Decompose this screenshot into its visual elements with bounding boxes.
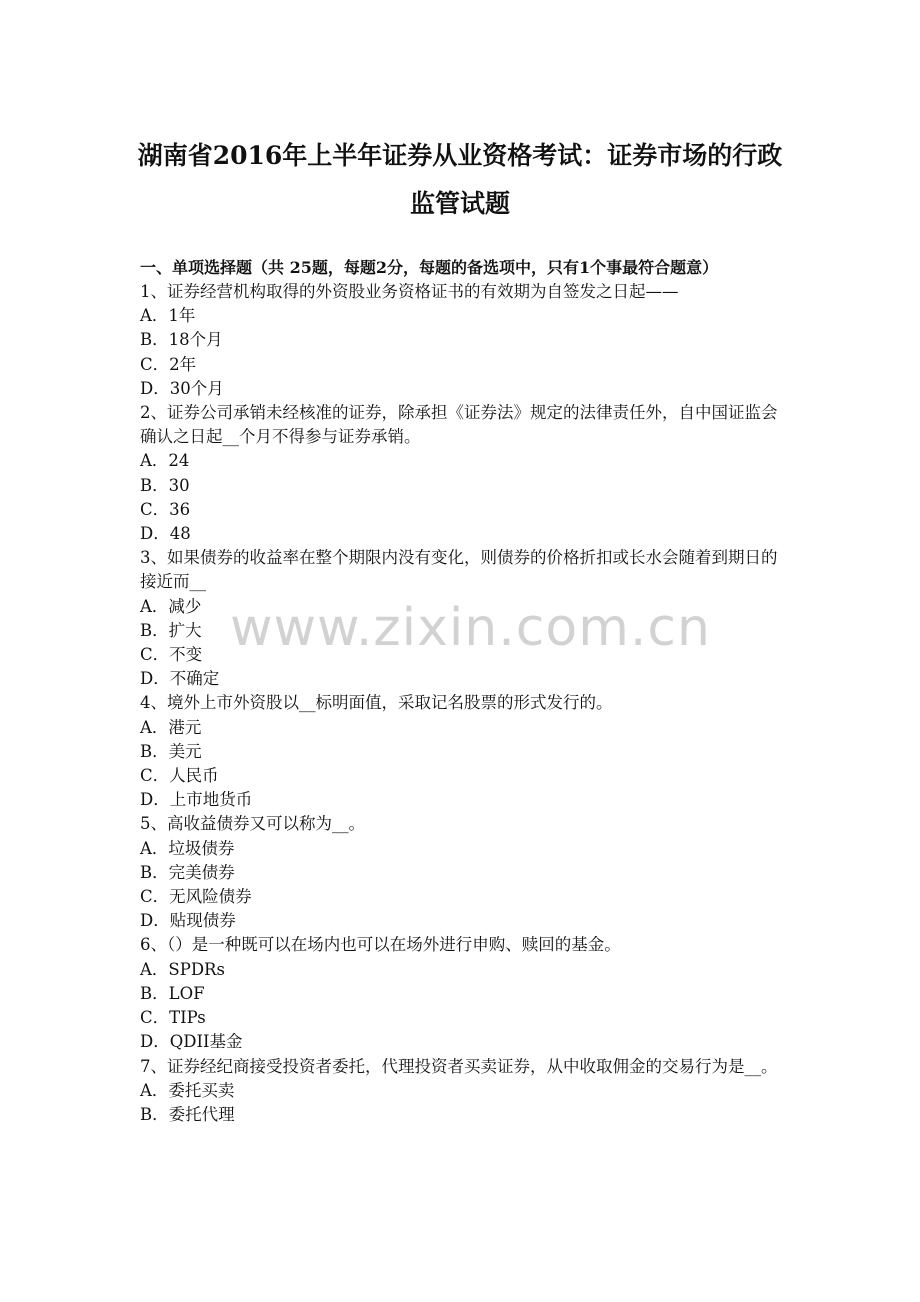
answer-option: B．美元	[140, 741, 202, 761]
answer-option: D．QDII基金	[140, 1032, 243, 1052]
answer-option: B．完美债券	[140, 862, 235, 882]
answer-option: D．48	[140, 524, 191, 544]
question-item	[140, 691, 782, 812]
answer-option: A．24	[140, 451, 190, 471]
answer-option: C．无风险债券	[140, 887, 252, 907]
answer-option: C．TIPs	[140, 1008, 206, 1028]
question-text: 5、高收益债券又可以称为__。	[140, 814, 365, 834]
question-text: 3、如果债券的收益率在整个期限内没有变化，则债券的价格折扣或长水会随着到期日的接近而__	[140, 548, 778, 592]
answer-option: D．30个月	[140, 378, 224, 398]
answer-option: C．36	[140, 499, 191, 519]
question-item	[140, 401, 782, 546]
question-item	[140, 1055, 782, 1128]
title-line-1: 湖南省2016年上半年证券从业资格考试：证券市场的行政	[137, 141, 783, 170]
answer-option: C．不变	[140, 645, 203, 665]
question-item	[140, 812, 782, 933]
section-heading: 一、单项选择题（共 25题，每题2分，每题的备选项中，只有1个事最符合题意）	[140, 258, 719, 277]
question-list	[140, 280, 782, 1127]
question-text: 2、证券公司承销未经核准的证券，除承担《证券法》规定的法律责任外，自中国证监会确认之日起__个月不得参与证券承销。	[140, 403, 778, 447]
answer-option: C．人民币	[140, 766, 219, 786]
answer-option: A．委托买卖	[140, 1080, 235, 1100]
question-text: 6、（）是一种既可以在场内也可以在场外进行申购、赎回的基金。	[140, 935, 621, 955]
question-item	[140, 280, 782, 401]
answer-option: A．1年	[140, 306, 196, 326]
answer-option: D．上市地货币	[140, 790, 253, 810]
answer-option: B．LOF	[140, 983, 205, 1003]
document-body	[140, 256, 782, 1127]
answer-option: D．不确定	[140, 669, 220, 689]
answer-option: B．30	[140, 475, 190, 495]
answer-option: B．委托代理	[140, 1104, 235, 1124]
question-text: 4、境外上市外资股以__标明面值，采取记名股票的形式发行的。	[140, 693, 613, 713]
answer-option: D．贴现债券	[140, 911, 236, 931]
question-item	[140, 933, 782, 1054]
title-line-2: 监管试题	[409, 189, 510, 218]
answer-option: A．SPDRs	[140, 959, 225, 979]
answer-option: A．垃圾债券	[140, 838, 235, 858]
question-item	[140, 546, 782, 691]
answer-option: A．减少	[140, 596, 202, 616]
watermark-text: www.zixin.com.cn	[230, 598, 711, 658]
question-text: 7、证券经纪商接受投资者委托，代理投资者买卖证券，从中收取佣金的交易行为是__。	[140, 1056, 778, 1076]
answer-option: C．2年	[140, 354, 197, 374]
question-text: 1、证券经营机构取得的外资股业务资格证书的有效期为自签发之日起——	[140, 282, 679, 301]
answer-option: B．18个月	[140, 330, 223, 350]
answer-option: A．港元	[140, 717, 202, 737]
page-title	[120, 132, 800, 228]
answer-option: B．扩大	[140, 620, 202, 640]
